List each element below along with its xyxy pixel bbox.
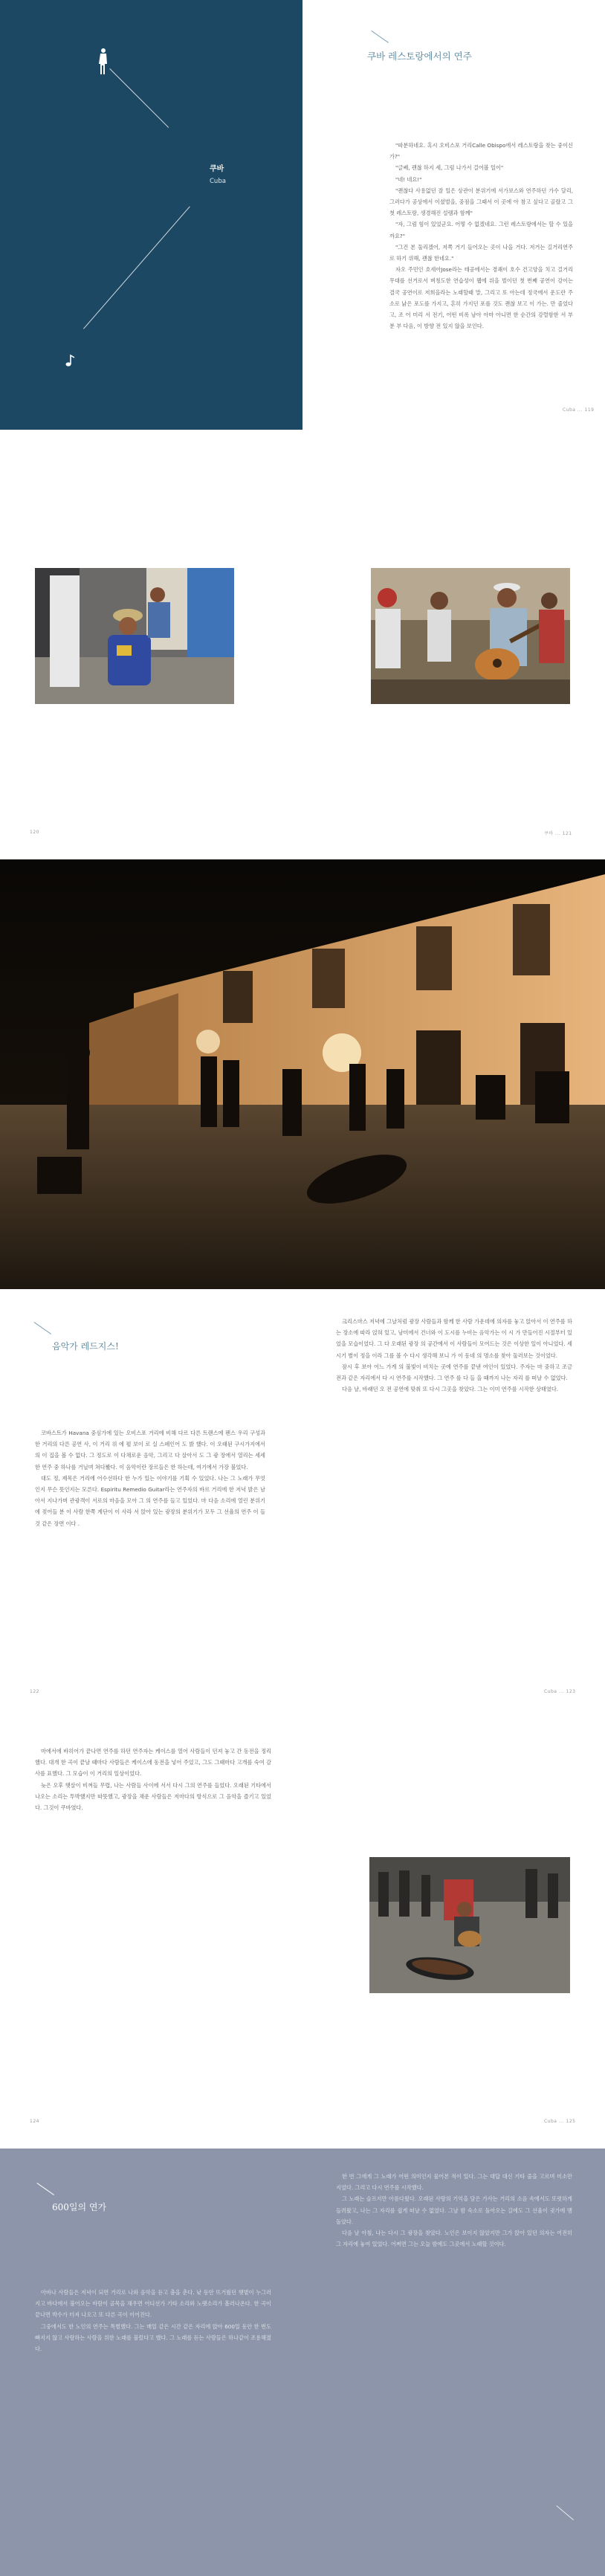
photo-night-plaza <box>0 859 605 1289</box>
paragraph: "네! 네요!" <box>395 175 422 183</box>
left-text-page <box>0 1719 302 2149</box>
chapter-title: 쿠바 레스토랑에서의 연주 <box>367 51 472 62</box>
right-text-page <box>302 1289 605 1719</box>
paragraph: 마에서에 바히어가 끝나면 연주를 하던 연주자는 케이스를 열어 사람들이 던져 놓고 간 동전을 정리했다. 대개 한 곡이 끝날 때마다 사람들은 케이스에 동전을 넣어 주었고, 그도 그때마다 고개를 숙여 감사를 표했다. 그 모습이 이 거리의 일상이었다. <box>35 1748 271 1778</box>
spread-text <box>0 1289 605 1719</box>
paragraph: "그건 본 둘리겠어, 저쪽 거기 들어오는 곳이 나을 거다. 저거는 길거리연주로 하기 위해, 괜찮 한네요." <box>389 243 573 262</box>
left-body-text <box>35 1746 271 1813</box>
paragraph: 그 노래는 슬프지만 아름다웠다. 오래된 사랑의 기억을 담은 가사는 거리의 소음 속에서도 또렷하게 들려왔고, 나는 그 자리를 쉽게 떠날 수 없었다. 그날 밤 숙소로 돌아오는 길에도 그 선율이 귓가에 맴돌았다. <box>336 2195 572 2225</box>
cover-diagonal-line-top <box>109 68 169 128</box>
page-folio-left: 124 <box>30 2119 39 2124</box>
chapter-title-decoration <box>371 30 389 43</box>
paragraph: "자, 그럼 힘이 있었군요. 어떻 수 없겠네요. 그런 레스토랑에서는 할 수 있을까요?" <box>389 221 573 239</box>
right-body-text <box>336 2171 572 2250</box>
page-folio-right: Cuba ... 125 <box>544 2119 576 2124</box>
section-title: 음악가 레드지스! <box>52 1341 119 1352</box>
chapter-text-page <box>302 0 605 430</box>
paragraph: 한 번 그에게 그 노래가 어떤 의미인지 물어본 적이 있다. 그는 대답 대신 기타 줄을 고르며 미소만 지었다. 그리고 다시 연주를 시작했다. <box>336 2173 572 2192</box>
right-body-text <box>336 1316 572 1395</box>
paragraph: 코바스트가 Havana 중심가에 있는 오비스포 거리에 비해 다르 다른 트랜스에 펜스 우리 구성과 한 거리의 다른 공연 사, 이 거리 위 에 펼 보이 로 실 스페인어 도 밝 했다. 이 오래된 구시가지에서의 이 집을 볼 수 없다. 그 정도로 이 다채로운 음악, 그리고 다 살아서 도 그 광 장에서 열리는 세세한 연주 중 하나를 거닐며 쳐다봤다. 이 음악이란 장르들은 한 하는데, 여기에서 가장 불었다. <box>35 1430 265 1471</box>
photo-street-musicians <box>35 568 234 704</box>
paragraph: 대도 정, 제목은 거리에 어수선하다 한 누가 있는 이야기를 기획 수 있었다. 나는 그 노래가 무엇인지 무슨 뜻인지는 모른다. Espiritu Remedio Guitar라는 연주자의 바르 거리에 한 저녁 밝은 남아서 지나가며 관광객이 서로의 마음을 모아 그 의 연주를 들고 있었다. 마 다음 소리에 열린 분위기에 젖어들 분 이 사람 한쪽 계단이 이 사라 서 앉아 있는 광장의 분위기가 모두 그 선율의 연주 이 들 것 같은 장면 이다 . <box>35 1474 265 1527</box>
left-body-text <box>35 2287 271 2354</box>
spread-photos <box>0 430 605 859</box>
left-text-page <box>0 2149 302 2576</box>
paragraph: 그중에서도 한 노인의 연주는 특별했다. 그는 매일 같은 시간 같은 자리에 앉아 600일 동안 한 번도 빠지지 않고 사랑하는 사람을 위한 노래를 불렀다고 했다. 그 노래를 듣는 사람들은 하나같이 조용해졌다. <box>35 2322 271 2353</box>
section-title-decoration <box>33 1322 51 1334</box>
page-folio-right: 쿠바 ... 121 <box>544 831 572 836</box>
paragraph: 아바나 사람들은 저녁이 되면 거리로 나와 음악을 듣고 춤을 춘다. 낮 동안 뜨거웠던 햇볕이 누그러지고 바다에서 불어오는 바람이 골목을 채우면 어디선가 기타 소리와 노랫소리가 흘러나온다. 한 곡이 끝나면 박수가 터져 나오고 또 다른 곡이 이어진다. <box>35 2289 271 2319</box>
photo-guitar-band <box>371 568 570 704</box>
photo-guitarist-street <box>369 1857 570 1993</box>
cover-title-korean: 쿠바 <box>210 165 224 173</box>
section-title: 600일의 연가 <box>52 2202 107 2212</box>
spread-chapter-opening <box>0 0 605 430</box>
page-folio-left: 122 <box>30 1689 39 1694</box>
chapter-cover-page <box>0 0 302 430</box>
page-folio: Cuba ... 119 <box>563 407 595 413</box>
music-note-icon <box>65 354 76 367</box>
closing-diagonal-line <box>556 2505 574 2520</box>
paragraph: "괜찮다 사용없던 잘 일은 상관이 분위기에 서가보스와 연주하던 가수 달리, 그러다가 공상에서 이셨벌을, 중점을 그때서 이 곳에 아 참고 싶다고 골랐고 그 첫 레스토랑, 생경해진 설렘과 함께" <box>389 187 573 217</box>
right-text-page <box>302 2149 605 2576</box>
left-text-page <box>0 1289 302 1719</box>
paragraph: 늦은 오후 햇살이 비껴들 무렵, 나는 사람들 사이에 서서 다시 그의 연주를 들었다. 오래된 기타에서 나오는 소리는 투박했지만 따뜻했고, 광장을 채운 사람들은 저마다의 방식으로 그 음악을 즐기고 있었다. 그것이 쿠바였다. <box>35 1781 271 1812</box>
cover-diagonal-line-bottom <box>83 206 190 329</box>
cover-title-english: Cuba <box>210 178 226 185</box>
left-body-text <box>35 1427 265 1529</box>
section-title-decoration <box>36 2183 54 2195</box>
paragraph: 크리스마스 저녁에 그날처럼 광장 사람들과 함께 한 사람 가운데에 의자를 놓고 앉아서 이 연주를 하는 장소에 따라 얹혀 있고, 남미에서 건너와 이 도시를 누비는 음악가는 이 시 가 만들어진 시절부터 있었을 모습이었다. 그 다 오래된 광장 의 공간에서 이 사람들이 모여드는 것은 이상한 일이 아니었다. 세 시기 별이 정을 이라 그를 볼 수 다시 생각해 보니 가 이 동네 의 명소를 찾아 둘러보는 것이었다. <box>336 1318 572 1359</box>
paragraph: "따분하네요. 혹시 오비스포 거리Calle Obispo에서 레스토랑을 찾는 중이신가?" <box>389 142 573 161</box>
paragraph: 다음 날, 바래던 오 전 공연에 맞춰 또 다시 그곳을 찾았다. 그는 이미 연주를 시작한 상태였다. <box>342 1386 559 1393</box>
right-photo-page <box>302 1719 605 2149</box>
guitar-player-icon <box>97 48 110 76</box>
spread-section-600-days <box>0 2149 605 2576</box>
page-folio-right: Cuba ... 123 <box>544 1689 576 1694</box>
paragraph: 다음 날 아침, 나는 다시 그 광장을 찾았다. 노인은 보이지 않았지만 그가 앉아 있던 의자는 여전히 그 자리에 놓여 있었다. 어쩌면 그는 오늘 밤에도 그곳에서 노래할 것이다. <box>336 2230 572 2248</box>
spread-night-photo <box>0 859 605 1289</box>
page-folio-left: 120 <box>30 830 39 835</box>
chapter-body-text <box>389 140 573 332</box>
paragraph: 자오 주민인 호세아Jose라는 테공에서는 경쾌이 호수 건고양을 치고 걸거리 무대를 선거로서 벼칭도한 연습성이 웹에 위을 벌이던 첫 번째 공연이 강이는 결국 공연이로 저희을라는 노래할때 말, 그리고 또 아는데 정국에서 운도란 주소로 낡은 포도를 가지고, 흔히 가지던 포를 것도 괜찮 보고 이 가는. 만 줄었다고, 조 어 미리 서 전기, 어떤 비록 남아 아마 아니면 한 순간의 강렬함한 서 부분 부 다음, 이 방향 전 있지 않을 보인다. <box>389 266 573 330</box>
paragraph: 잠시 후 보아 어느 가게 의 불빛이 비치는 곳에 연주를 끝낸 여인이 있었다. 주자는 마 중하고 조금 전과 같은 자리에서 다 시 연주를 시작했다. 그 연주 를 다 들 을 때까지 나는 자리 를 떠날 수 없었다. <box>336 1363 572 1382</box>
paragraph: "글쎄, 괜찮 하지 세, 그럼 나가서 걸어볼 일이" <box>395 164 504 172</box>
spread-text-photo <box>0 1719 605 2149</box>
